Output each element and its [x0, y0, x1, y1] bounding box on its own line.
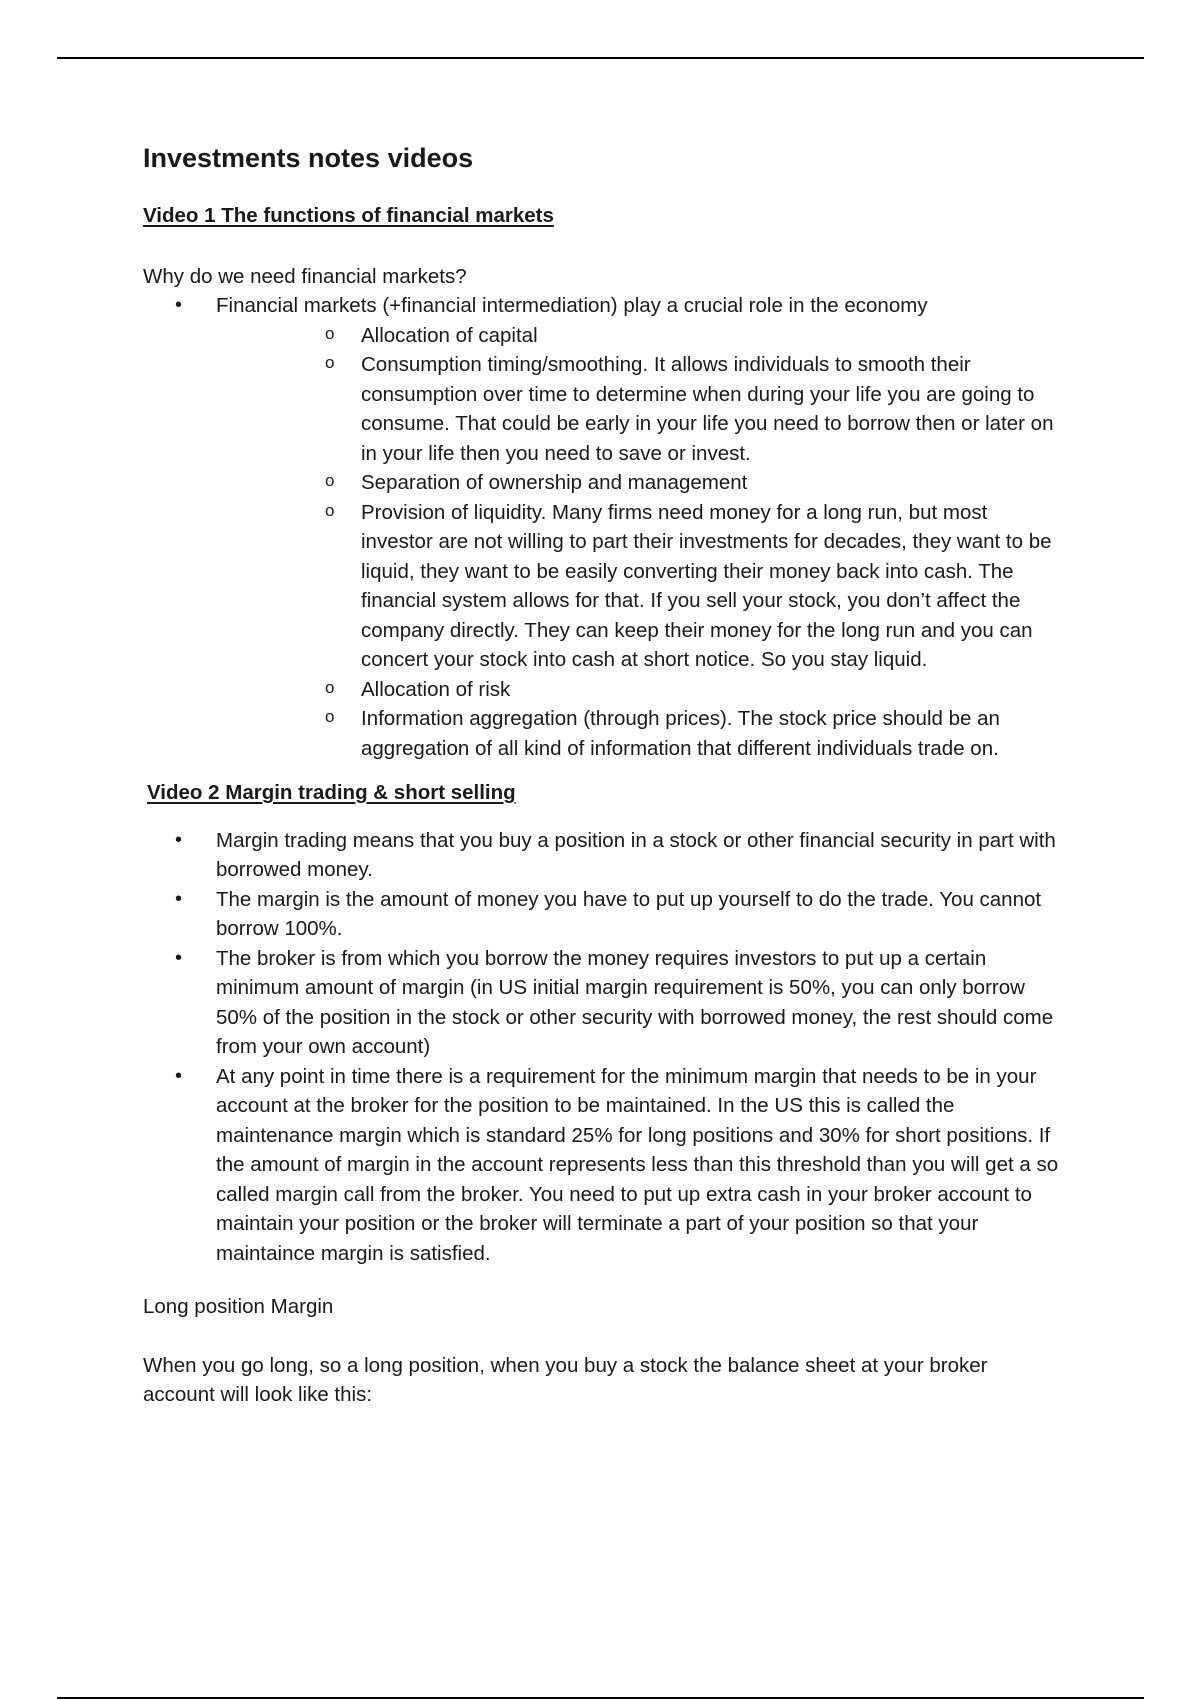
list-item-text: Financial markets (+financial intermediation) play a crucial role in the economy: [216, 294, 928, 317]
video1-question: Why do we need financial markets?: [143, 264, 467, 288]
top-rule: [57, 57, 1144, 59]
list-item: • The margin is the amount of money you have to put up yourself to do the trade. You cannot borrow 100%.: [143, 885, 1063, 944]
list-item: • Margin trading means that you buy a position in a stock or other financial security in part with borrowed money.: [143, 826, 1063, 885]
video2-bullet-list: [143, 826, 1063, 1269]
long-position-label: Long position Margin: [143, 1295, 334, 1318]
list-item: o Allocation of risk: [216, 675, 1063, 705]
list-item: o Information aggregation (through prices). The stock price should be an aggregation of all kind of information that different individuals trade on.: [216, 704, 1063, 763]
list-item: o Consumption timing/smoothing. It allows individuals to smooth their consumption over time to determine when during your life you are going to consume. That could be early in your life you need to borrow then or later on in your life then you need to save or invest.: [216, 350, 1063, 468]
video2-heading: Video 2 Margin trading & short selling: [147, 781, 516, 804]
bottom-rule: [57, 1697, 1144, 1699]
list-item: [143, 291, 1063, 763]
video1-sub-list: [216, 321, 1063, 764]
document-body: [143, 140, 1063, 1410]
list-item: o Separation of ownership and management: [216, 468, 1063, 498]
list-item: • At any point in time there is a requirement for the minimum margin that needs to be in your account at the broker for the position to be maintained. In the US this is called the maintenance margin which is standard 25% for long positions and 30% for short positions. If the amount of margin in the account represents less than this threshold than you will get a so called margin call from the broker. You need to put up extra cash in your broker account to maintain your position or the broker will terminate a part of your position so that your maintaince margin is satisfied.: [143, 1062, 1063, 1269]
list-item: • The broker is from which you borrow the money requires investors to put up a certain minimum amount of margin (in US initial margin requirement is 50%, you can only borrow 50% of the position in the stock or other security with borrowed money, the rest should come from your own account): [143, 944, 1063, 1062]
document-title: Investments notes videos: [143, 143, 474, 173]
video1-heading: Video 1 The functions of financial markets: [143, 204, 554, 227]
long-position-text: When you go long, so a long position, when you buy a stock the balance sheet at your broker account will look like this:: [143, 1353, 988, 1406]
list-item: o Provision of liquidity. Many firms need money for a long run, but most investor are not willing to part their investments for decades, they want to be liquid, they want to be easily converting their money back into cash. The financial system allows for that. If you sell your stock, you don’t affect the company directly. They can keep their money for the long run and you can concert your stock into cash at short notice. So you stay liquid.: [216, 498, 1063, 675]
video1-bullet-list: [143, 291, 1063, 763]
list-item: o Allocation of capital: [216, 321, 1063, 351]
